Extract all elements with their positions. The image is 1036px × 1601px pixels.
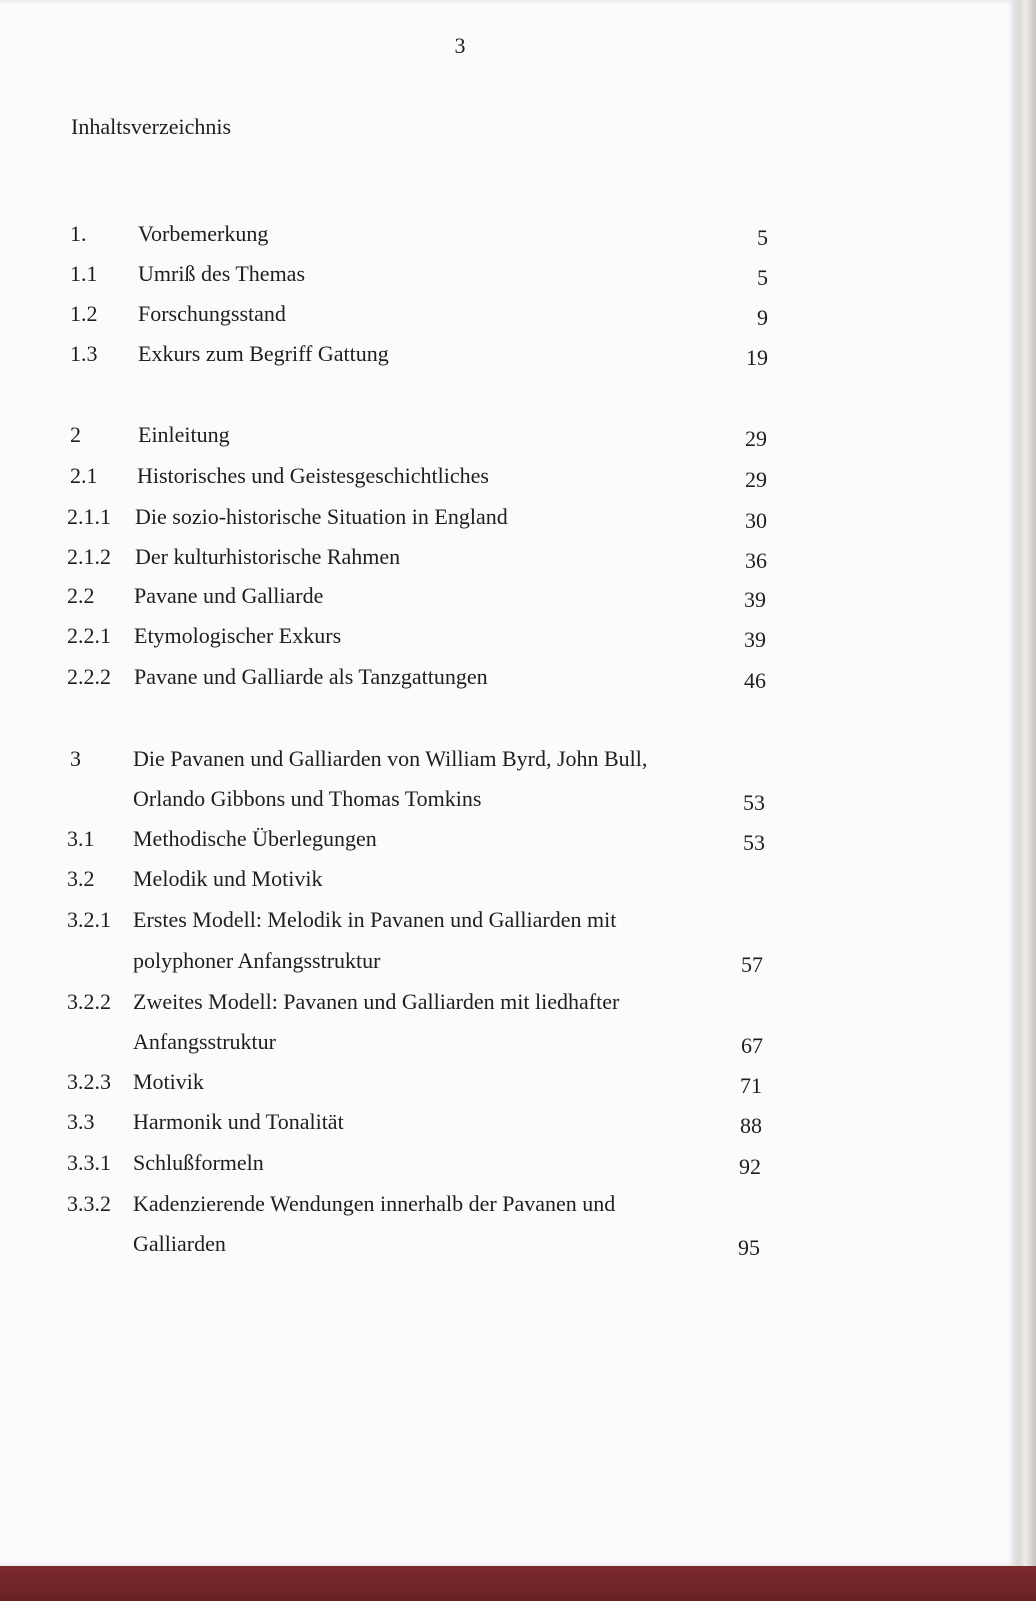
page-edge — [1018, 0, 1036, 1566]
toc-entry — [67, 946, 763, 976]
toc-entry — [70, 461, 767, 491]
toc-entry-label: Harmonik und Tonalität — [133, 1109, 344, 1134]
toc-entry — [67, 1067, 762, 1097]
toc-entry-label: Exkurs zum Begriff Gattung — [138, 341, 389, 366]
toc-entry — [67, 1148, 761, 1178]
toc-entry-page: 53 — [743, 790, 765, 815]
toc-entry-number: 2 — [70, 422, 81, 447]
toc-entry-label: Schlußformeln — [133, 1150, 264, 1175]
toc-entry-page: 53 — [743, 830, 765, 855]
toc-entry-page: 19 — [746, 345, 768, 370]
toc-entry-label: Kadenzierende Wendungen innerhalb der Pavanen und — [133, 1191, 616, 1216]
toc-entry-page: 67 — [741, 1033, 763, 1058]
toc-entry-page: 71 — [740, 1073, 762, 1098]
toc-entry-page: 92 — [739, 1154, 761, 1179]
toc-entry — [67, 905, 765, 935]
toc-entry-page: 36 — [745, 548, 767, 573]
toc-entry-page: 46 — [744, 668, 766, 693]
toc-entry-page: 95 — [738, 1235, 760, 1260]
toc-entry-label: Die Pavanen und Galliarden von William Byrd, John Bull, — [133, 746, 648, 771]
toc-entry-page: 57 — [741, 952, 763, 977]
toc-entry-label: Historisches und Geistesgeschichtliches — [137, 463, 489, 488]
toc-title: Inhaltsverzeichnis — [71, 114, 232, 139]
toc-entry-number: 3 — [70, 746, 81, 771]
toc-entry — [67, 1027, 763, 1057]
toc-entry-page: 88 — [740, 1113, 762, 1138]
toc-entry — [67, 1229, 760, 1259]
toc-entry-label: Umriß des Themas — [138, 261, 306, 286]
toc-entry-number: 3.2.3 — [67, 1069, 111, 1094]
toc-entry-label: Erstes Modell: Melodik in Pavanen und Galliarden mit — [133, 907, 617, 932]
toc-entry — [67, 784, 765, 814]
toc-entry-number: 1.2 — [70, 301, 98, 326]
toc-entry-number: 3.1 — [67, 826, 95, 851]
toc-entry — [70, 339, 768, 369]
toc-entry-label: Einleitung — [138, 422, 230, 447]
toc-entry-number: 2.1.2 — [67, 544, 111, 569]
toc-entry-label: Etymologischer Exkurs — [134, 623, 342, 648]
toc-entry — [67, 864, 765, 894]
toc-entry — [70, 420, 767, 450]
toc-entry-label: Zweites Modell: Pavanen und Galliarden mit liedhafter — [133, 989, 620, 1014]
toc-entry-label: Der kulturhistorische Rahmen — [135, 544, 401, 569]
toc-entry-number: 2.2.2 — [67, 664, 111, 689]
toc-entry-label: Methodische Überlegungen — [133, 826, 377, 851]
toc-entry — [67, 662, 766, 692]
toc-entry-page: 5 — [757, 265, 768, 290]
toc-entry-label: Die sozio-historische Situation in England — [135, 504, 508, 529]
toc-entry-label: Pavane und Galliarde — [134, 583, 324, 608]
toc-entry — [67, 1189, 760, 1219]
toc-entry — [67, 581, 766, 611]
toc-entry-number: 1.1 — [70, 261, 98, 286]
toc-entry — [70, 219, 768, 249]
toc-entry-label: Anfangsstruktur — [133, 1029, 276, 1054]
toc-entry-number: 1.3 — [70, 341, 98, 366]
toc-entry — [67, 542, 767, 572]
toc-entry — [67, 987, 763, 1017]
toc-entry-label: polyphoner Anfangsstruktur — [133, 948, 381, 973]
toc-entry-number: 1. — [70, 221, 87, 246]
toc-entry-page: 30 — [745, 508, 767, 533]
toc-entry-label: Vorbemerkung — [138, 221, 269, 246]
toc-entry — [67, 621, 766, 651]
toc-entry — [70, 299, 768, 329]
book-cover-strip — [0, 1566, 1036, 1601]
toc-entry-page: 29 — [745, 467, 767, 492]
toc-entry-number: 2.1 — [70, 463, 98, 488]
toc-entry-number: 3.2.1 — [67, 907, 111, 932]
toc-entry-number: 2.2 — [67, 583, 95, 608]
toc-entry-page: 9 — [757, 305, 768, 330]
toc-entry-label: Orlando Gibbons und Thomas Tomkins — [133, 786, 482, 811]
toc-entry-number: 3.2 — [67, 866, 95, 891]
toc-entry-number: 3.3.1 — [67, 1150, 111, 1175]
toc-entry-label: Forschungsstand — [138, 301, 286, 326]
toc-entry-label: Galliarden — [133, 1231, 226, 1256]
toc-entry-page: 39 — [744, 627, 766, 652]
toc-entry-label: Motivik — [133, 1069, 204, 1094]
toc-entry-number: 3.3.2 — [67, 1191, 111, 1216]
toc-entry-page: 5 — [757, 225, 768, 250]
page-number: 3 — [454, 33, 466, 58]
toc-entry — [70, 744, 765, 774]
toc-entry — [70, 259, 768, 289]
toc-entry-number: 3.2.2 — [67, 989, 111, 1014]
toc-entry — [67, 1107, 762, 1137]
toc-entry-label: Melodik und Motivik — [133, 866, 323, 891]
toc-entry-number: 2.1.1 — [67, 504, 111, 529]
toc-entry-number: 3.3 — [67, 1109, 95, 1134]
toc-entry-label: Pavane und Galliarde als Tanzgattungen — [134, 664, 488, 689]
toc-entry-number: 2.2.1 — [67, 623, 111, 648]
toc-entry — [67, 824, 765, 854]
toc-entry-page: 29 — [745, 426, 767, 451]
toc-entry — [67, 502, 767, 532]
toc-entry-page: 39 — [744, 587, 766, 612]
